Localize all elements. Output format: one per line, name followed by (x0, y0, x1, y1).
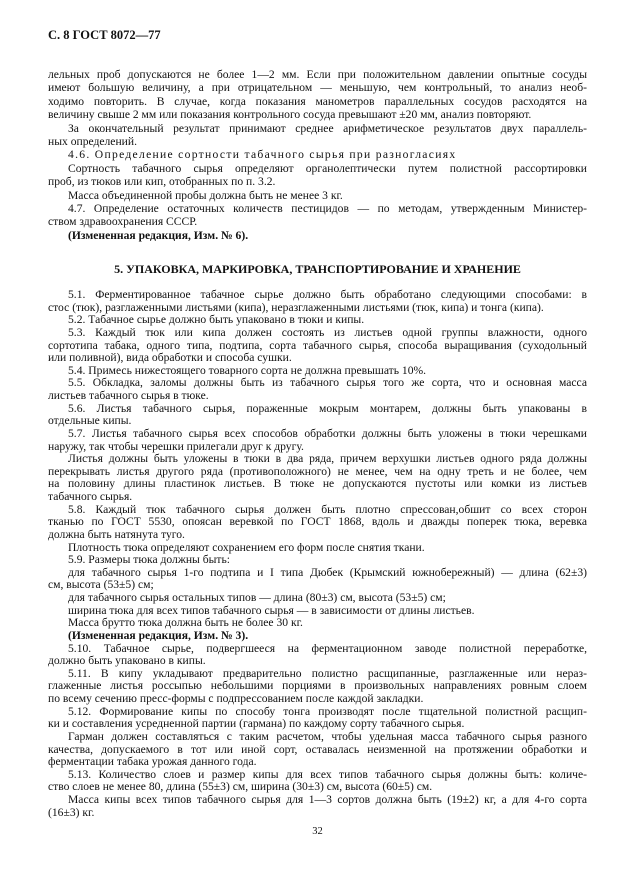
text-line: или поливной), вида обработки и способа сушки. (48, 351, 292, 365)
text-line: табачного сырья. (48, 490, 133, 503)
text-line: ферментации табака урожая данного года. (48, 755, 257, 769)
body-text-part-1 (48, 68, 587, 242)
text-line: величину свыше 2 мм или показания контрольного сосуда превышают ±20 мм, анализ повторяют. (48, 108, 532, 122)
text-line: по всему сечению пресс-формы с подпрессованием после каждой закладки. (48, 692, 424, 705)
text-line: 5.8. Каждый тюк табачного сырья должен быть плотно спрессован,обшит со всех сторон (68, 502, 587, 516)
text-line: ки и составления усредненной партии (гармана) по каждому сорту табачного сырья. (48, 717, 465, 731)
text-line: За окончательный результат принимают среднее арифметическое результатов двух параллель- (68, 121, 587, 135)
text-line: 5.1. Ферментированное табачное сырье должно быть обработано следующими способами: в (68, 288, 587, 301)
text-line: ство слоев не менее 80, длина (55±3) см, ширина (30±3) см, высота (60±5) см. (48, 780, 433, 794)
text-line: на половину длины пластинок листьев. В тюке не допускаются пустоты или комки из листьев (48, 477, 587, 491)
text-line: 5.2. Табачное сырье должно быть упаковано в тюки и кипы. (68, 313, 365, 327)
text-line: (16±3) кг. (48, 805, 95, 819)
text-line: качества, допускаемого в тот или иной сорт, оставалась неизменной на протяжении обработки и (48, 742, 587, 756)
paragraph (48, 289, 587, 314)
text-line: Плотность тюка определяют сохранением его форм после снятия ткани. (68, 540, 425, 554)
text-line: для табачного сырья 1-го подтипа и I типа Дюбек (Крымский южнобережный) — длина (62±3) (68, 565, 587, 579)
text-line: наружу, так чтобы черешки прилегали друг к другу. (48, 439, 304, 453)
text-line: 5.6. Листья табачного сырья, пораженные мокрым монтарем, должны быть упакованы в (68, 401, 587, 415)
paragraph (48, 567, 587, 592)
text-line: перекрывать листья другого ряда (противоположного) не менее, чем на одну треть и не более, чем (48, 464, 587, 478)
paragraph (48, 314, 587, 327)
paragraph (48, 554, 587, 567)
text-line: 4.6. Определение сортности табачного сырья при разногласиях (68, 148, 457, 162)
text-line: см, высота (53±5) см; (48, 578, 154, 592)
text-line: ширина тюка для всех типов табачного сырья — в зависимости от длины листьев. (68, 603, 475, 617)
text-line: 5.3. Каждый тюк или кипа должен состоять из листьев одной группы влажности, одного (68, 325, 587, 339)
text-line: 5.4. Примесь нижестоящего товарного сорта не должна превышать 10%. (68, 363, 427, 377)
text-line: Сортность табачного сырья определяют органолептически путем полистной рассортировки (68, 161, 587, 175)
text-line: (Измененная редакция, Изм. № 6). (68, 228, 249, 242)
paragraph (48, 453, 587, 504)
text-line: для табачного сырья остальных типов — длина (80±3) см, высота (53±5) см; (68, 591, 446, 604)
text-line: 5.12. Формирование кипы по способу тонга производят после тщательной полистной расщип- (68, 704, 587, 718)
text-line: 5.10. Табачное сырье, подвергшееся на ферментационном заводе полистной переработке, (68, 641, 587, 655)
paragraph (48, 428, 587, 453)
text-line: (Измененная редакция, Изм. № 3). (68, 628, 249, 642)
paragraph (48, 148, 587, 161)
page-number: 32 (312, 826, 323, 837)
document-header: С. 8 ГОСТ 8072—77 (48, 28, 161, 42)
text-line: проб, из тюков или кип, отобранных по п. 3.2. (48, 175, 276, 189)
text-line: стос (тюк), разглаженными листьями (кипа), неразглаженными листьями (тюк, кипа) и тонга (кипа). (48, 300, 544, 314)
paragraph (48, 202, 587, 229)
text-line: лельных проб допускаются не более 1—2 мм. Если при положительном давлении опытные сосуды (48, 68, 587, 81)
paragraph (48, 403, 587, 428)
section-heading: 5. УПАКОВКА, МАРКИРОВКА, ТРАНСПОРТИРОВАНИЕ И ХРАНЕНИЕ (114, 262, 521, 276)
text-line: Гарман должен составляться с таким расчетом, чтобы удельная масса табачного сырья разного (68, 729, 587, 743)
paragraph (48, 377, 587, 402)
text-line: тканью по ГОСТ 5530, опоясан веревкой по ГОСТ 1868, вдоль и дважды поперек тюка, веревка (48, 515, 587, 529)
text-line: Масса объединенной пробы должна быть не менее 3 кг. (68, 188, 343, 202)
paragraph (48, 630, 587, 643)
paragraph (48, 617, 587, 630)
text-line: 5.11. В кипу укладывают предварительно полистно расщипанные, разглаженные или нераз- (68, 666, 587, 680)
paragraph (48, 706, 587, 731)
text-line: 5.13. Количество слоев и размер кипы для всех типов табачного сырья должны быть: количе- (68, 767, 587, 781)
text-line: Масса брутто тюка должна быть не более 30 кг. (68, 616, 303, 630)
paragraph (48, 769, 587, 794)
text-line: сортотипа табака, одного типа, подтипа, сорта табачного сырья, способа выращивания (суходольный (48, 338, 587, 352)
paragraph (48, 504, 587, 542)
text-line: должна быть натянута туго. (48, 527, 185, 541)
text-line: 4.7. Определение остаточных количеств пестицидов — по методам, утвержденным Министер- (68, 202, 587, 216)
text-line: должно быть упаковано в кипы. (48, 654, 206, 668)
paragraph (48, 794, 587, 819)
text-line: 5.7. Листья табачного сырья всех способов обработки должны быть уложены в тюки черешками (68, 426, 587, 440)
text-line: ных определений. (48, 135, 137, 149)
paragraph (48, 68, 587, 122)
text-line: Масса кипы всех типов табачного сырья для 1—3 сортов должна быть (19±2) кг, а для 4-го сорта (68, 793, 587, 806)
text-line: Листья должны быть уложены в тюки в два ряда, причем верхушки листьев одного ряда должны (68, 452, 587, 466)
text-line: 5.9. Размеры тюка должны быть: (68, 553, 230, 567)
paragraph (48, 643, 587, 668)
paragraph (48, 229, 587, 242)
text-line: 5.5. Обкладка, заломы должны быть из табачного сырья того же сорта, что и основная масса (68, 376, 587, 390)
text-line: отдельные кипы. (48, 414, 132, 428)
text-line: листьев табачного сырья в тюке. (48, 389, 209, 402)
text-line: глаженные листья россыпью небольшими порциями в произвольных направлениях ровным слоем (48, 679, 587, 693)
paragraph (48, 327, 587, 365)
paragraph (48, 122, 587, 149)
text-line: ством здравоохранения СССР. (48, 215, 198, 229)
body-text-part-2 (48, 289, 587, 819)
text-line: ходимо повторить. В случае, когда показания манометров параллельных сосудов расходятся на (48, 94, 587, 108)
paragraph (48, 731, 587, 769)
paragraph (48, 189, 587, 202)
paragraph (48, 592, 587, 605)
paragraph (48, 668, 587, 706)
paragraph (48, 162, 587, 189)
text-line: имеют большую величину, а при отрицательном — меньшую, чем контрольный, то анализ необ- (48, 81, 587, 95)
